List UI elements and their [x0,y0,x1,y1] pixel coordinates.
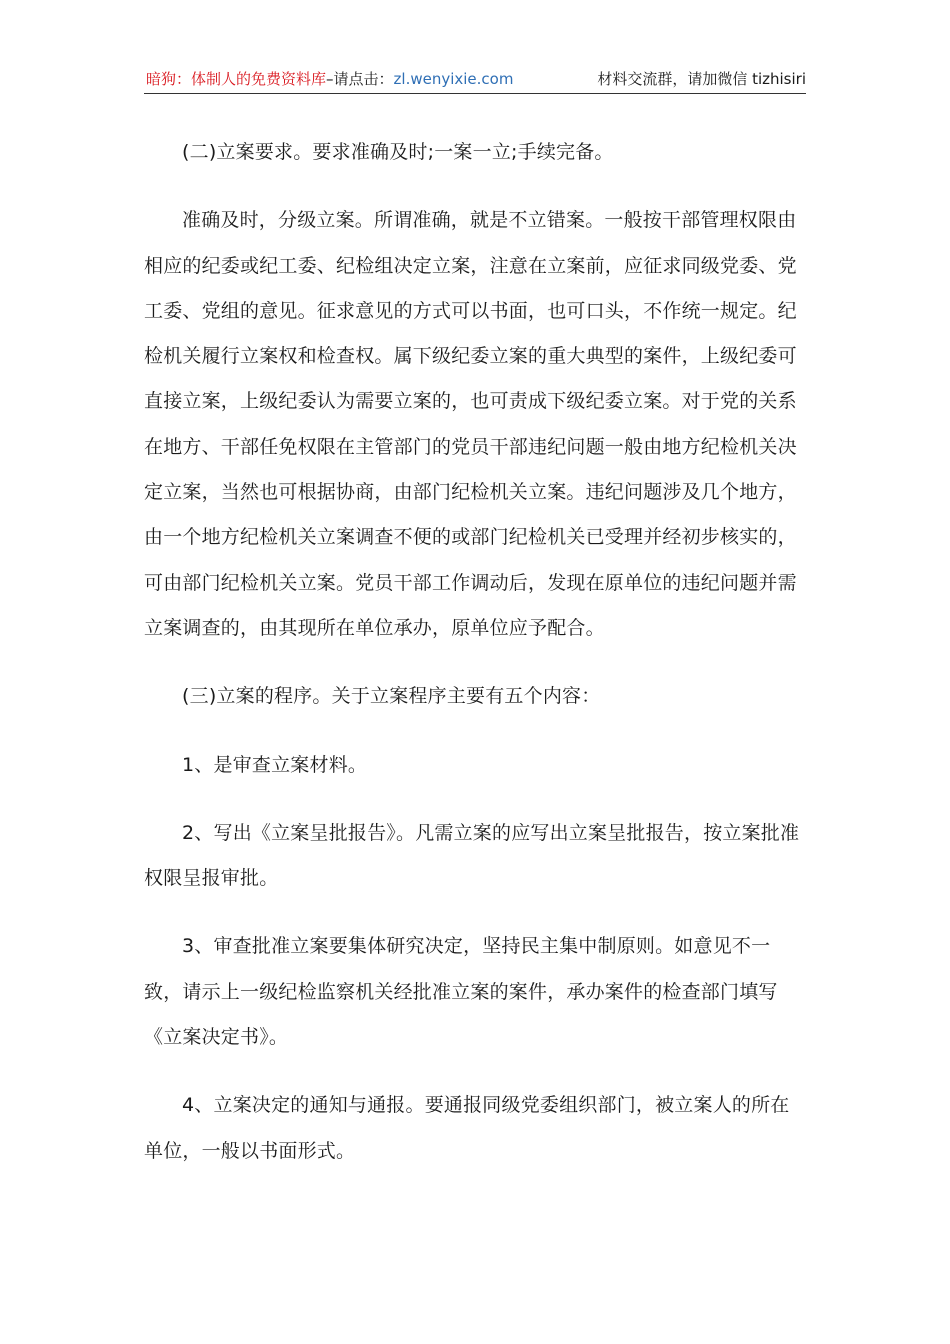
page-header [146,68,806,90]
header-click-label: –请点击： [326,70,394,88]
header-brand: 暗狗：体制人的免费资料库 [146,70,327,88]
header-divider [144,93,806,94]
paragraph: 4、立案决定的通知与通报。要通报同级党委组织部门，被立案人的所在单位，一般以书面形式。 [144,1094,790,1162]
header-url-link[interactable]: zl.wenyixie.com [393,70,514,88]
document-body [144,130,806,1197]
paragraph: 3、审查批准立案要集体研究决定，坚持民主集中制原则。如意见不一致，请示上一级纪检监察机关经批准立案的案件，承办案件的检查部门填写《立案决定书》。 [144,935,778,1049]
header-group-text: 材料交流群，请加微信 tizhisiri [597,70,806,88]
paragraph: (二)立案要求。要求准确及时;一案一立;手续完备。 [182,141,614,163]
paragraph: 1、是审查立案材料。 [182,753,368,776]
paragraph: (三)立案的程序。关于立案程序主要有五个内容： [182,685,601,708]
paragraph: 2、写出《立案呈批报告》。凡需立案的应写出立案呈批报告，按立案批准权限呈报审批。 [144,821,800,890]
paragraph: 准确及时，分级立案。所谓准确，就是不立错案。一般按干部管理权限由相应的纪委或纪工委、纪检组决定立案，注意在立案前，应征求同级党委、党工委、党组的意见。征求意见的方式可以书面，也可口头，不作统一规定。纪检机关履行立案权和检查权。属下级纪委立案的重大典型的案件，上级纪委可直接立案，上级纪委认为需要立案的，也可责成下级纪委立案。对于党的关系在地方、干部任免权限在主管部门的党员干部违纪问题一般由地方纪检机关决定立案，当然也可根据协商，由部门纪检机关立案。违纪问题涉及几个地方，由一个地方纪检机关立案调查不便的或部门纪检机关已受理并经初步核实的，可由部门纪检机关立案。党员干部工作调动后，发现在原单位的违纪问题并需立案调查的，由其现所在单位承办，原单位应予配合。 [144,209,797,639]
